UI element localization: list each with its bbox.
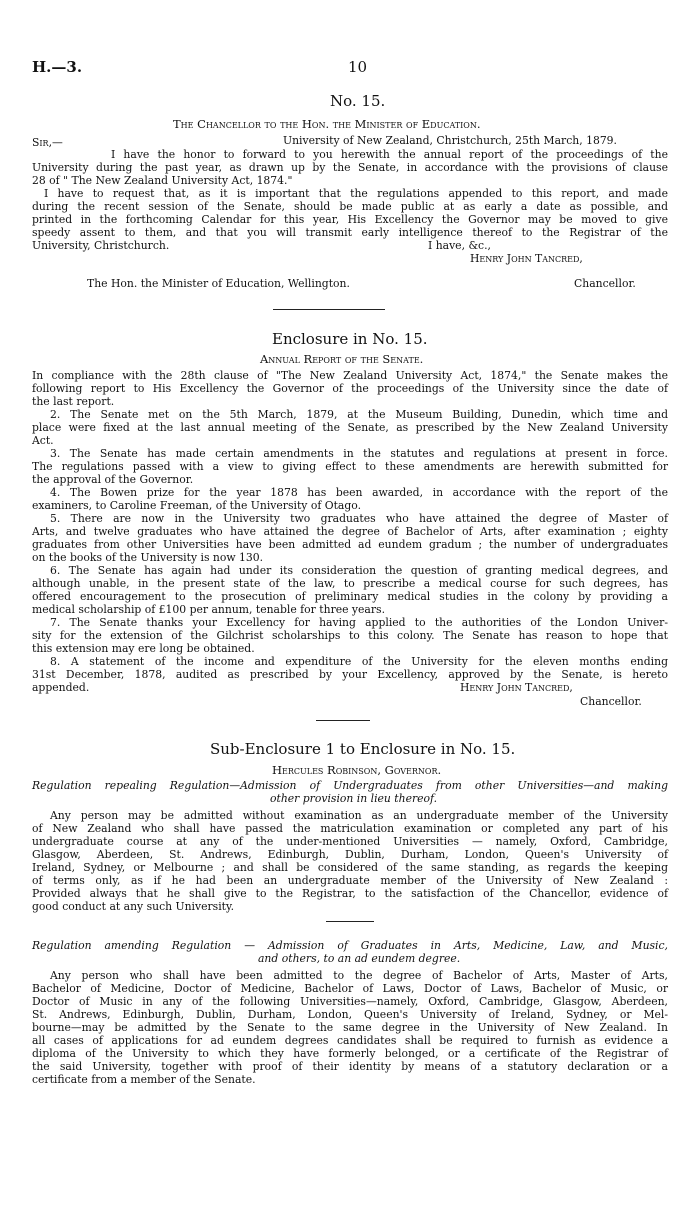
regulation1-title-line2: other provision in lieu thereof. [270,792,438,805]
regulation2-line4: St. Andrews, Edinburgh, Dublin, Durham, London, Queen's University of Ireland, Sydney, or Mel- [32,1008,668,1021]
report-para2-line2: place were fixed at the last annual meeting of the Senate, as prescribed by the New Zealand University [32,421,668,434]
regulation1-line1: Any person may be admitted without examination as an undergraduate member of the University [50,809,668,822]
report-para5-line3: graduates from other Universities have been admitted ad eundem gradum ; the number of undergraduates [32,538,668,551]
letter-para2-line5: University, Christchurch. [32,239,170,252]
letter-para1-line1: I have the honor to forward to you herewith the annual report of the proceedings of the [111,148,668,161]
report-para1-line3: the last report. [32,395,115,408]
divider-rule [273,309,385,310]
report-para7-line2: sity for the extension of the Gilchrist scholarships to this colony. The Senate has reason to hope that [32,629,668,642]
regulation1-line2: of New Zealand who shall have passed the matriculation examination or completed any part of his [32,822,668,835]
report-para6-line4: medical scholarship of £100 per annum, tenable for three years. [32,603,385,616]
enclosure-subheading: Annual Report of the Senate. [260,352,424,366]
report-para6-line1: 6. The Senate has again had under its consideration the question of granting medical degrees, and [50,564,668,577]
regulation2-line9: certificate from a member of the Senate. [32,1073,256,1086]
report-para8-line1: 8. A statement of the income and expenditure of the University for the eleven months ending [50,655,668,668]
sub-enclosure-heading: Sub-Enclosure 1 to Enclosure in No. 15. [210,740,516,758]
regulation1-line3: undergraduate course at any of the under-mentioned Universities — namely, Oxford, Cambridge, [32,835,668,848]
regulation1-title-line1: Regulation repealing Regulation—Admission of Undergraduates from other Universities—and making [32,779,668,792]
divider-rule [326,921,374,922]
report-para3-line3: the approval of the Governor. [32,473,194,486]
letter-para1-line3: 28 of " The New Zealand University Act, 1874." [32,174,293,187]
report-para5-line2: Arts, and twelve graduates who have attained the degree of Bachelor of Arts, after examination ; eighty [32,525,668,538]
regulation1-line8: good conduct at any such University. [32,900,235,913]
report-para4-line1: 4. The Bowen prize for the year 1878 has been awarded, in accordance with the report of the [50,486,668,499]
enclosure-heading: Enclosure in No. 15. [272,330,428,348]
letter-para2-line3: printed in the forthcoming Calendar for this year, His Excellency the Governor may be moved to give [32,213,668,226]
report-para4-line2: examiners, to Caroline Freeman, of the University of Otago. [32,499,362,512]
regulation1-line4: Glasgow, Aberdeen, St. Andrews, Edinburgh, Dublin, Durham, London, Queen's University of [32,848,668,861]
regulation1-line7: Provided always that he shall give to the Registrar, to the satisfaction of the Chancellor, evidence of [32,887,668,900]
regulation2-line5: bourne—may be admitted by the Senate to the same degree in the University of New Zealand. In [32,1021,668,1034]
governor-line: Hercules Robinson, Governor. [272,763,442,777]
report-para1-line1: In compliance with the 28th clause of "The New Zealand University Act, 1874," the Senate makes the [32,369,668,382]
letter-para2-line4: speedy assent to them, and that you will transmit early intelligence thereof to the Registrar of the [32,226,668,239]
report-para7-line1: 7. The Senate thanks your Excellency for having applied to the authorities of the London Univer- [50,616,668,629]
report-para3-line2: The regulations passed with a view to giving effect to these amendments are herewith submitted for [32,460,668,473]
letter-signature-title: Chancellor. [574,277,636,290]
divider-rule [316,720,370,721]
letter-para2-line2: during the recent session of the Senate, should be made public at as early a date as possible, and [32,200,668,213]
letter-number: No. 15. [330,92,386,110]
regulation2-line1: Any person who shall have been admitted to the degree of Bachelor of Arts, Master of Arts, [50,969,668,982]
salutation: Sir,— [32,136,63,149]
letter-signature: Henry John Tancred, [470,252,583,265]
regulation2-line3: Doctor of Music in any of the following Universities—namely, Oxford, Cambridge, Glasgow, Aberdeen, [32,995,668,1008]
regulation2-line6: all cases of applications for ad eundem degrees candidates shall be required to furnish as evidence a [32,1034,668,1047]
letter-para1-line2: University during the past year, as drawn up by the Senate, in accordance with the provisions of clause [32,161,668,174]
report-para8-line3: appended. [32,681,90,694]
report-para6-line3: offered encouragement to the prosecution of preliminary medical studies in the colony by providing a [32,590,668,603]
letter-para2-line1: I have to request that, as it is important that the regulations appended to this report, and made [44,187,668,200]
letter-addressee: The Hon. the Minister of Education, Wellington. [87,277,350,290]
regulation2-line7: diploma of the University to which they have formerly belonged, or a certificate of the Registrar of [32,1047,668,1060]
report-para5-line1: 5. There are now in the University two graduates who have attained the degree of Master of [50,512,668,525]
report-para7-line3: this extension may ere long be obtained. [32,642,255,655]
report-para2-line1: 2. The Senate met on the 5th March, 1879, at the Museum Building, Dunedin, which time and [50,408,668,421]
report-para3-line1: 3. The Senate has made certain amendments in the statutes and regulations at present in force. [50,447,668,460]
report-para2-line3: Act. [32,434,54,447]
regulation1-line6: of terms only, as if he had been an undergraduate member of the University of New Zealand : [32,874,668,887]
page-header-left: H.—3. [32,58,83,76]
regulation1-line5: Ireland, Sydney, or Melbourne ; and shall be considered of the same standing, as regards the keeping [32,861,668,874]
regulation2-title-line1: Regulation amending Regulation — Admission of Graduates in Arts, Medicine, Law, and Music, [32,939,668,952]
regulation2-title-line2: and others, to an ad eundem degree. [258,952,461,965]
report-signature-title: Chancellor. [580,695,642,708]
regulation2-line8: the said University, together with proof of their identity by means of a statutory declaration or a [32,1060,668,1073]
report-para1-line2: following report to His Excellency the Governor of the proceedings of the University since the date of [32,382,668,395]
report-para6-line2: although unable, in the present state of the law, to prescribe a medical course for such degrees, has [32,577,668,590]
letter-closing: I have, &c., [428,239,491,252]
place-date: University of New Zealand, Christchurch, 25th March, 1879. [283,134,617,147]
report-para5-line4: on the books of the University is now 130. [32,551,264,564]
regulation2-line2: Bachelor of Medicine, Doctor of Medicine, Bachelor of Laws, Doctor of Laws, Bachelor of Music, or [32,982,668,995]
report-signature: Henry John Tancred, [460,681,573,694]
letter-title: The Chancellor to the Hon. the Minister of Education. [173,117,481,131]
page-number: 10 [348,58,368,76]
report-para8-line2: 31st December, 1878, audited as prescribed by your Excellency, approved by the Senate, is hereto [32,668,668,681]
